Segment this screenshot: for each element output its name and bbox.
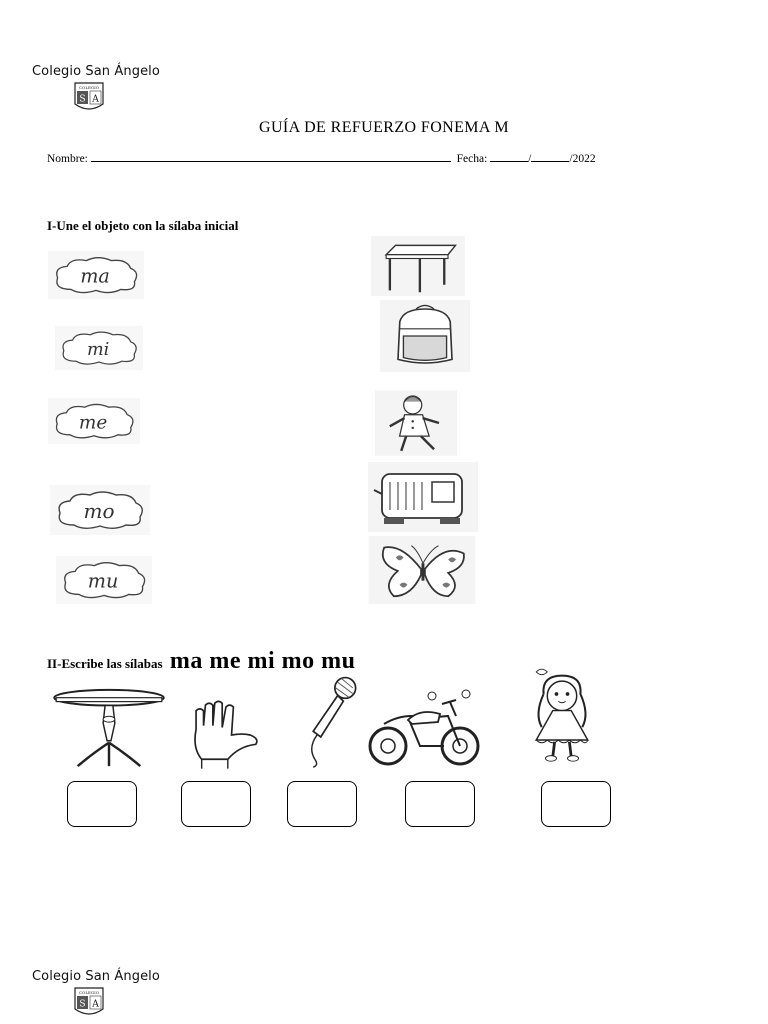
date-year: /2022 bbox=[569, 153, 596, 165]
table-icon[interactable] bbox=[370, 236, 466, 296]
syllable-cloud-ma[interactable] bbox=[48, 250, 144, 300]
date-label: Fecha: bbox=[456, 153, 488, 165]
wagon-icon[interactable] bbox=[368, 462, 478, 532]
microphone-icon bbox=[300, 670, 366, 770]
logo-letter-s: S bbox=[79, 94, 86, 105]
butterfly-icon[interactable] bbox=[366, 536, 478, 604]
name-label: Nombre: bbox=[47, 153, 88, 165]
backpack-icon[interactable] bbox=[380, 300, 470, 372]
answer-box-doll[interactable] bbox=[541, 781, 611, 827]
footer-school-name: Colegio San Ángelo bbox=[32, 969, 160, 984]
answer-box-microphone[interactable] bbox=[287, 781, 357, 827]
footer-shield-logo-icon bbox=[74, 987, 104, 1019]
motorcycle-icon bbox=[364, 682, 484, 772]
answer-box-table[interactable] bbox=[67, 781, 137, 827]
round-table-icon bbox=[50, 684, 168, 772]
school-logo-top bbox=[32, 64, 160, 105]
doll-girl-icon bbox=[516, 664, 608, 770]
hand-icon bbox=[183, 697, 267, 773]
date-month-blank[interactable] bbox=[531, 150, 569, 162]
syllable-mo-text: mo bbox=[83, 499, 115, 523]
answer-box-hand[interactable] bbox=[181, 781, 251, 827]
syllable-mi-text: mi bbox=[86, 340, 110, 361]
section2-heading-label: II-Escribe las sílabas bbox=[47, 656, 163, 671]
syllable-cloud-mi[interactable] bbox=[55, 322, 143, 374]
syllable-ma-text: ma bbox=[80, 264, 110, 288]
school-logo-bottom bbox=[32, 969, 160, 1010]
shield-logo-icon bbox=[74, 82, 104, 114]
page-title: GUÍA DE REFUERZO FONEMA M bbox=[258, 119, 509, 136]
logo-letter-a: A bbox=[92, 94, 99, 105]
section1-heading: I-Une el objeto con la sílaba inicial bbox=[47, 218, 239, 233]
syllable-mu-text: mu bbox=[87, 569, 119, 593]
logo-top-text: COLEGIO bbox=[79, 85, 99, 90]
syllable-me-text: me bbox=[78, 412, 108, 434]
footer-logo-letter-s: S bbox=[79, 999, 86, 1010]
name-blank[interactable] bbox=[91, 150, 451, 162]
syllables-display: ma me mi mo mu bbox=[169, 648, 356, 674]
syllable-cloud-me[interactable] bbox=[48, 394, 140, 448]
doll-icon[interactable] bbox=[375, 388, 457, 458]
date-day-blank[interactable] bbox=[490, 150, 528, 162]
answer-box-motorcycle[interactable] bbox=[405, 781, 475, 827]
name-date-row: Nombre: Fecha: / /2022 bbox=[47, 150, 596, 165]
footer-logo-letter-a: A bbox=[92, 999, 99, 1010]
syllable-cloud-mo[interactable] bbox=[50, 485, 150, 535]
school-name: Colegio San Ángelo bbox=[32, 64, 160, 79]
syllable-cloud-mu[interactable] bbox=[52, 556, 156, 604]
footer-logo-top-text: COLEGIO bbox=[79, 990, 99, 995]
